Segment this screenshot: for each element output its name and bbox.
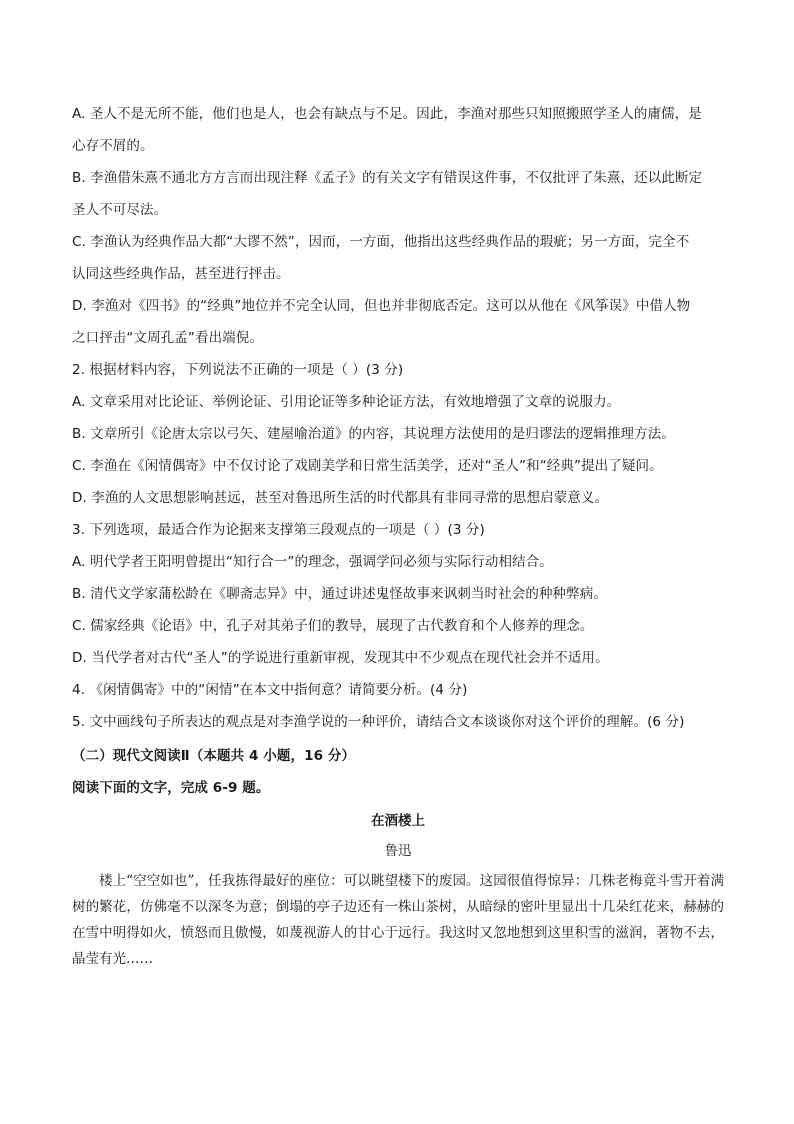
q1-option-d-line1: D. 李渔对《四书》的“经典”地位并不完全认同，但也并非彻底否定。这可以从他在《风筝误》中借人物 [72, 298, 691, 314]
q1-option-a-line1: A. 圣人不是无所不能，他们也是人，也会有缺点与不足。因此，李渔对那些只知照搬照学圣人的庸儒，是 [72, 106, 702, 122]
q2-option-b: B. 文章所引《论唐太宗以弓矢、建屋喻治道》的内容，其说理方法使用的是归谬法的逻辑推理方法。 [72, 426, 675, 442]
q2-stem: 2. 根据材料内容，下列说法不正确的一项是（ ）(3 分) [72, 362, 404, 378]
passage-body: 楼上“空空如也”，任我拣得最好的座位：可以眺望楼下的废园。这园很值得惊异：几株老梅竟斗雪开着满树的繁花，仿佛毫不以深冬为意；倒塌的亭子边还有一株山茶树，从暗绿的密叶里显出十几朵红花来，赫赫的在雪中明得如火，愤怒而且傲慢，如蔑视游人的甘心于远行。我这时又忽地想到这里积雪的滋润，著物不去，晶莹有光…… [72, 873, 724, 967]
q3-option-d: D. 当代学者对古代“圣人”的学说进行重新审视，发现其中不少观点在现代社会并不适用。 [72, 650, 609, 666]
section-2 [72, 740, 724, 972]
q1-option-b-line1: B. 李渔借朱熹不通北方方言而出现注释《孟子》的有关文字有错误这件事，不仅批评了朱熹，还以此断定 [72, 170, 703, 186]
passage-title: 在酒楼上 [371, 813, 425, 829]
question-2 [72, 354, 724, 514]
section-instruction: 阅读下面的文字，完成 6-9 题。 [72, 780, 270, 796]
q3-option-c: C. 儒家经典《论语》中，孔子对其弟子们的教导，展现了古代教育和个人修养的理念。 [72, 618, 594, 634]
question-4: 4. 《闲情偶寄》中的“闲情”在本文中指何意？请简要分析。(4 分) [72, 682, 468, 698]
q3-option-b: B. 清代文学家蒲松龄在《聊斋志异》中，通过讲述鬼怪故事来讽刺当时社会的种种弊病。 [72, 586, 607, 602]
q3-option-a: A. 明代学者王阳明曾提出“知行合一”的理念，强调学问必须与实际行动相结合。 [72, 554, 553, 570]
q1-option-b-line2: 圣人不可尽法。 [72, 202, 168, 218]
passage-author: 鲁迅 [384, 843, 412, 859]
q2-option-a: A. 文章采用对比论证、举例论证、引用论证等多种论证方法，有效地增强了文章的说服力。 [72, 394, 621, 410]
q2-option-d: D. 李渔的人文思想影响甚远，甚至对鲁迅所生活的时代都具有非同寻常的思想启蒙意义。 [72, 490, 609, 506]
section-heading: （二）现代文阅读Ⅱ（本题共 4 小题，16 分） [72, 748, 356, 764]
question-5: 5. 文中画线句子所表达的观点是对李渔学说的一种评价，请结合文本谈谈你对这个评价的理解。(6 分) [72, 714, 685, 730]
q3-stem: 3. 下列选项，最适合作为论据来支撑第三段观点的一项是（ ）(3 分) [72, 522, 485, 538]
q1-option-a-line2: 心存不屑的。 [72, 138, 154, 154]
q1-option-c-line1: C. 李渔认为经典作品大都“大谬不然”，因而，一方面，他指出这些经典作品的瑕疵；另一方面，完全不 [72, 234, 690, 250]
question-1-options [72, 98, 724, 354]
q2-option-c: C. 李渔在《闲情偶寄》中不仅讨论了戏剧美学和日常生活美学，还对“圣人”和“经典”提出了疑问。 [72, 458, 663, 474]
exam-page [72, 98, 724, 972]
q1-option-c-line2: 认同这些经典作品，甚至进行抨击。 [72, 266, 290, 282]
question-3 [72, 514, 724, 674]
q1-option-d-line2: 之口抨击“文周孔孟”看出端倪。 [72, 330, 263, 346]
